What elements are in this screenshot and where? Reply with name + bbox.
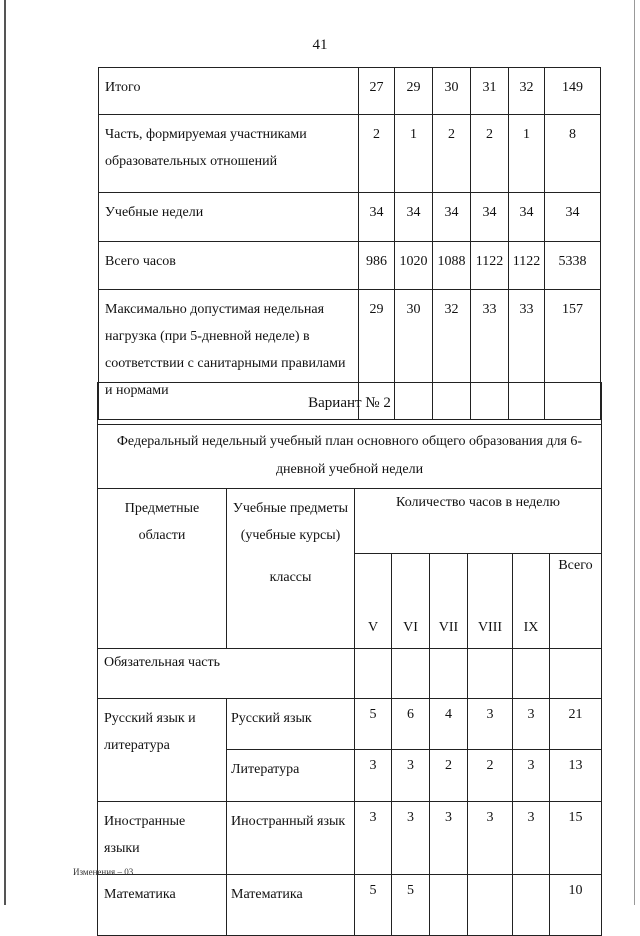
- hours-cell: 3: [355, 750, 392, 802]
- table-row: [98, 875, 602, 936]
- empty-cell: [513, 649, 550, 699]
- cell-value: 29: [395, 68, 433, 115]
- hours-cell: 4: [430, 699, 468, 750]
- empty-cell: [430, 649, 468, 699]
- header-classes-label: классы: [269, 570, 312, 585]
- footer-revision-note: Изменения – 03: [73, 867, 134, 877]
- mandatory-part-label: Обязательная часть: [98, 649, 355, 699]
- subject-area: Математика: [98, 875, 227, 936]
- hours-cell: 6: [392, 699, 430, 750]
- cell-value: 34: [433, 193, 471, 242]
- cell-total: 157: [545, 290, 601, 420]
- cell-value: 29: [359, 290, 395, 420]
- empty-cell: [550, 649, 602, 699]
- table-row: [99, 115, 601, 193]
- cell-value: 1122: [471, 242, 509, 290]
- hours-cell: [468, 875, 513, 936]
- empty-cell: [392, 649, 430, 699]
- cell-value: 34: [359, 193, 395, 242]
- empty-cell: [355, 649, 392, 699]
- hours-cell: 3: [513, 802, 550, 875]
- subject-name: Русский язык: [227, 699, 355, 750]
- cell-value: 33: [471, 290, 509, 420]
- table-row: [99, 242, 601, 290]
- hours-cell: 3: [468, 802, 513, 875]
- table-row: [98, 425, 602, 489]
- cell-value: 1088: [433, 242, 471, 290]
- total-cell: 21: [550, 699, 602, 750]
- hours-cell: 3: [355, 802, 392, 875]
- table-row: [98, 802, 602, 875]
- cell-value: 2: [471, 115, 509, 193]
- subject-name: Иностранный язык: [227, 802, 355, 875]
- total-cell: 10: [550, 875, 602, 936]
- row-label: Учебные недели: [99, 193, 359, 242]
- hours-cell: 3: [430, 802, 468, 875]
- row-label: Часть, формируемая участниками образовательных отношений: [99, 115, 359, 193]
- cell-total: 149: [545, 68, 601, 115]
- row-label: Итого: [99, 68, 359, 115]
- table-row: [98, 383, 602, 425]
- header-total: Всего: [550, 554, 602, 649]
- hours-cell: 5: [355, 699, 392, 750]
- hours-cell: 3: [513, 699, 550, 750]
- variant-2-plan-table: [97, 382, 602, 936]
- cell-value: 27: [359, 68, 395, 115]
- header-subjects: [227, 489, 355, 649]
- cell-value: 33: [509, 290, 545, 420]
- cell-value: 2: [359, 115, 395, 193]
- class-header: IX: [513, 554, 550, 649]
- cell-value: 32: [509, 68, 545, 115]
- cell-value: 2: [433, 115, 471, 193]
- class-header: V: [355, 554, 392, 649]
- hours-cell: 5: [355, 875, 392, 936]
- hours-cell: 2: [430, 750, 468, 802]
- table-row: [99, 68, 601, 115]
- hours-cell: [513, 875, 550, 936]
- empty-cell: [468, 649, 513, 699]
- cell-value: 34: [509, 193, 545, 242]
- class-header: VII: [430, 554, 468, 649]
- hours-cell: 3: [513, 750, 550, 802]
- subject-area: Русский язык и литература: [98, 699, 227, 802]
- hours-cell: 5: [392, 875, 430, 936]
- cell-value: 32: [433, 290, 471, 420]
- cell-total: 8: [545, 115, 601, 193]
- total-cell: 13: [550, 750, 602, 802]
- header-subject-areas: Предметные области: [98, 489, 227, 649]
- row-label: Максимально допустимая недельная нагрузка (при 5-дневной неделе) в соответствии с санитарными правилами и нормами: [99, 290, 359, 420]
- cell-value: 30: [395, 290, 433, 420]
- page-number: 41: [312, 37, 328, 53]
- row-label: Всего часов: [99, 242, 359, 290]
- cell-value: 30: [433, 68, 471, 115]
- hours-cell: 3: [392, 750, 430, 802]
- scan-edge-right: [634, 0, 635, 905]
- class-header: VI: [392, 554, 430, 649]
- class-header: VIII: [468, 554, 513, 649]
- variant-title: Вариант № 2: [98, 383, 602, 425]
- hours-cell: 3: [468, 699, 513, 750]
- table-row: [98, 699, 602, 750]
- cell-value: 1020: [395, 242, 433, 290]
- subject-name: Математика: [227, 875, 355, 936]
- hours-cell: [430, 875, 468, 936]
- total-cell: 15: [550, 802, 602, 875]
- table-header-row: [98, 489, 602, 554]
- cell-total: 34: [545, 193, 601, 242]
- table-row: [99, 193, 601, 242]
- subject-area: Иностранные языки: [98, 802, 227, 875]
- header-hours-per-week: Количество часов в неделю: [355, 489, 602, 554]
- cell-value: 986: [359, 242, 395, 290]
- cell-value: 1122: [509, 242, 545, 290]
- cell-value: 34: [471, 193, 509, 242]
- table-row: [98, 649, 602, 699]
- totals-table: [98, 67, 601, 420]
- cell-total: 5338: [545, 242, 601, 290]
- hours-cell: 3: [392, 802, 430, 875]
- cell-value: 34: [395, 193, 433, 242]
- cell-value: 1: [509, 115, 545, 193]
- cell-value: 31: [471, 68, 509, 115]
- subject-name: Литература: [227, 750, 355, 802]
- cell-value: 1: [395, 115, 433, 193]
- header-subjects-label: Учебные предметы (учебные курсы): [232, 501, 349, 543]
- hours-cell: 2: [468, 750, 513, 802]
- scan-edge-left: [4, 0, 6, 905]
- federal-plan-title: Федеральный недельный учебный план основного общего образования для 6-дневной учебной недели: [98, 425, 602, 489]
